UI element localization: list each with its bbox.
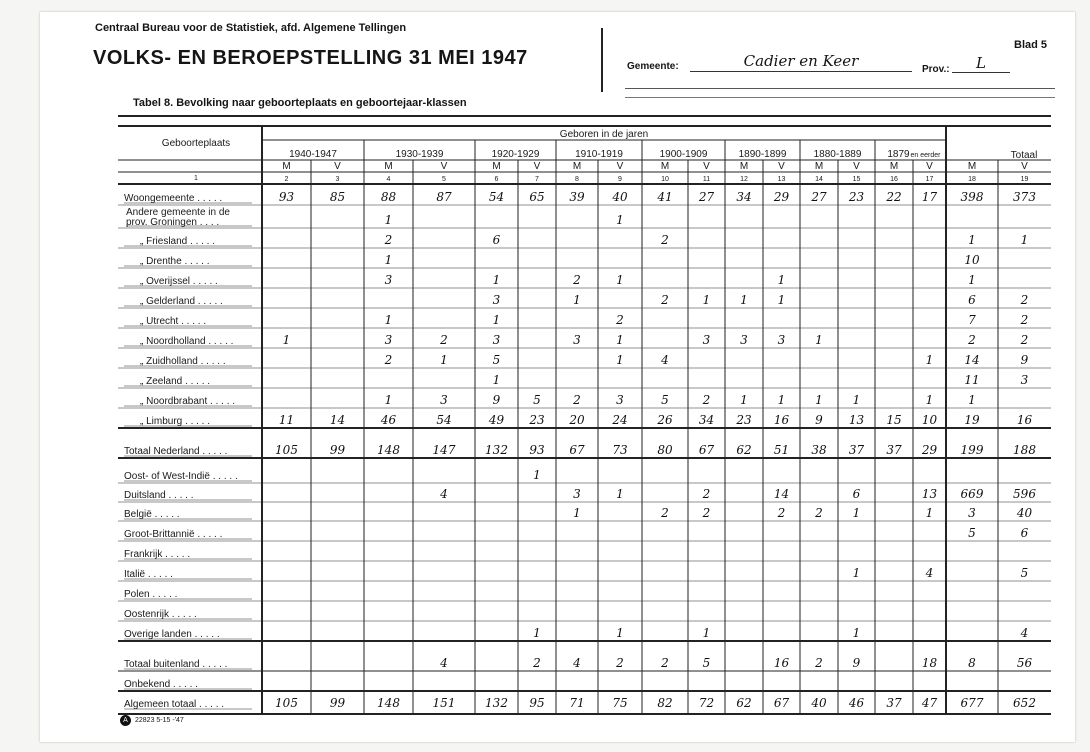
row-label: Andere gemeente in de: [126, 207, 230, 218]
sex-label: M: [889, 161, 899, 172]
table-cell: 2: [815, 656, 823, 670]
total-header: Totaal: [1010, 150, 1038, 161]
row-label: „ Noordbrabant . . . . .: [140, 396, 236, 407]
table-cell: 67: [698, 443, 715, 457]
table-cell: 2: [616, 656, 624, 670]
table-cell: 148: [377, 443, 400, 457]
table-cell: 652: [1013, 696, 1036, 710]
year-group-label: 1940-1947: [289, 149, 337, 160]
table-cell: 6: [1020, 526, 1029, 540]
sex-label: M: [492, 161, 501, 172]
born-years-header: Geboren in de jaren: [559, 129, 649, 140]
table-cell: 2: [661, 506, 669, 520]
table-cell: 5: [968, 526, 976, 540]
table-cell: 41: [657, 190, 673, 204]
year-group-label: 1879: [887, 149, 910, 160]
table-cell: 4: [440, 656, 448, 670]
table-cell: 2: [968, 333, 976, 347]
column-number: 6: [494, 176, 499, 183]
row-label: „ Noordholland . . . . .: [140, 336, 234, 347]
table-cell: 2: [384, 233, 393, 247]
table-cell: 148: [377, 696, 400, 710]
row-label: „ Zeeland . . . . .: [140, 376, 211, 387]
table-cell: 3: [740, 333, 748, 347]
table-cell: 2: [573, 273, 581, 287]
table-cell: 3: [384, 273, 393, 287]
table-cell: 54: [488, 190, 505, 204]
table-cell: 151: [432, 696, 456, 710]
column-number: 2: [284, 176, 289, 183]
table-cell: 1: [815, 333, 823, 347]
table-cell: 20: [569, 413, 585, 427]
table-cell: 4: [440, 487, 448, 501]
table-cell: 14: [773, 487, 790, 501]
table-cell: 40: [1016, 506, 1033, 520]
table-cell: 18: [921, 656, 938, 670]
table-cell: 40: [612, 190, 628, 204]
table-cell: 46: [380, 413, 397, 427]
table-cell: 2: [384, 353, 393, 367]
table-cell: 9: [1020, 353, 1029, 367]
table-cell: 5: [492, 353, 501, 367]
column-number: 9: [618, 176, 622, 183]
table-cell: 2: [616, 313, 624, 327]
table-cell: 87: [436, 190, 452, 204]
table-cell: 62: [736, 696, 752, 710]
table-cell: 37: [848, 443, 865, 457]
table-cell: 1: [740, 393, 748, 407]
table-cell: 1: [852, 566, 861, 580]
bureau-title: Centraal Bureau voor de Statistiek, afd. Algemene Tellingen: [95, 22, 407, 34]
table-cell: 2: [661, 656, 669, 670]
form-title: VOLKS- EN BEROEPSTELLING 31 MEI 1947: [93, 47, 528, 69]
table-cell: 67: [773, 696, 790, 710]
table-cell: 1: [702, 293, 711, 307]
table-cell: 1: [740, 293, 748, 307]
table-cell: 6: [852, 487, 861, 501]
table-cell: 2: [1020, 293, 1029, 307]
column-number: 16: [890, 176, 898, 183]
table-cell: 47: [921, 696, 938, 710]
table-cell: 49: [488, 413, 505, 427]
gemeente-field[interactable]: Cadier en Keer: [690, 52, 912, 72]
table-cell: 1: [616, 273, 624, 287]
table-cell: 1: [1020, 233, 1029, 247]
table-cell: 26: [657, 413, 673, 427]
table-cell: 147: [432, 443, 456, 457]
table-cell: 1: [777, 293, 786, 307]
table-cell: 373: [1013, 190, 1036, 204]
sex-label: V: [703, 161, 710, 172]
table-cell: 669: [960, 487, 984, 501]
table-cell: 14: [329, 413, 346, 427]
table-cell: 15: [886, 413, 902, 427]
table-cell: 4: [1020, 626, 1029, 640]
table-cell: 23: [848, 190, 865, 204]
table-cell: 6: [492, 233, 501, 247]
row-label: Oost- of West-Indië . . . . .: [124, 471, 238, 482]
table-cell: 99: [329, 443, 346, 457]
table-cell: 596: [1013, 487, 1036, 501]
page-number: Blad 5: [1014, 39, 1048, 51]
table-cell: 1: [852, 506, 861, 520]
sex-label: V: [853, 161, 860, 172]
table-cell: 39: [569, 190, 585, 204]
table-cell: 56: [1016, 656, 1033, 670]
row-label: „ Drenthe . . . . .: [140, 256, 210, 267]
table-cell: 93: [529, 443, 545, 457]
table-cell: 51: [773, 443, 790, 457]
column-number: 15: [852, 176, 861, 183]
table-cell: 5: [533, 393, 541, 407]
row-label: „ Friesland . . . . .: [140, 236, 216, 247]
print-code: [120, 715, 184, 726]
table-cell: 3: [440, 393, 448, 407]
row-label: Polen . . . . .: [124, 589, 178, 600]
table-cell: 105: [275, 696, 298, 710]
row-label: „ Limburg . . . . .: [140, 416, 211, 427]
year-group-suffix: en eerder: [910, 152, 941, 159]
year-group-label: 1900-1909: [659, 149, 708, 160]
table-cell: 1: [440, 353, 448, 367]
province-label: Prov.:: [922, 64, 950, 75]
sex-label: V: [926, 161, 933, 172]
sex-label: M: [739, 161, 749, 172]
sex-label: M: [384, 161, 393, 172]
table-cell: 14: [964, 353, 980, 367]
column-label-geboorteplaats: Geboorteplaats: [161, 138, 231, 149]
column-number: 19: [1020, 176, 1029, 183]
table-cell: 27: [698, 190, 715, 204]
column-number: 17: [925, 176, 934, 183]
row-label: Oostenrijk . . . . .: [124, 609, 197, 620]
table-cell: 1: [384, 213, 393, 227]
table-cell: 17: [921, 190, 938, 204]
table-cell: 34: [698, 413, 715, 427]
table-cell: 1: [968, 393, 976, 407]
column-number: 4: [386, 176, 391, 183]
table-cell: 40: [811, 696, 827, 710]
table-cell: 75: [612, 696, 628, 710]
row-label: Overige landen . . . . .: [124, 629, 220, 640]
table-cell: 132: [485, 443, 508, 457]
table-cell: 67: [569, 443, 585, 457]
year-group-label: 1880-1889: [813, 149, 862, 160]
table-cell: 5: [661, 393, 669, 407]
table-cell: 1: [616, 333, 624, 347]
table-cell: 29: [921, 443, 938, 457]
sex-label: V: [533, 161, 541, 172]
table-cell: 13: [848, 413, 865, 427]
table-cell: 3: [1020, 373, 1029, 387]
table-cell: 2: [702, 393, 711, 407]
table-cell: 1: [616, 626, 624, 640]
table-cell: 3: [573, 487, 581, 501]
column-number: 11: [702, 176, 711, 183]
table-cell: 16: [773, 413, 790, 427]
year-group-label: 1910-1919: [575, 149, 623, 160]
table-cell: 80: [657, 443, 673, 457]
table-cell: 2: [661, 293, 669, 307]
row-label: prov. Groningen . . . .: [126, 217, 220, 228]
table-title: Tabel 8. Bevolking naar geboorteplaats en geboortejaar-klassen: [133, 97, 467, 109]
table-cell: 85: [329, 190, 346, 204]
table-cell: 1: [282, 333, 291, 347]
column-number: 3: [335, 176, 340, 183]
sex-label: V: [778, 161, 785, 172]
row-label: „ Zuidholland . . . . .: [140, 356, 226, 367]
row-label: Groot-Brittannië . . . . .: [124, 529, 223, 540]
table-cell: 3: [573, 333, 581, 347]
table-cell: 2: [777, 506, 786, 520]
column-number: 10: [661, 176, 669, 183]
sex-label: M: [967, 161, 977, 172]
table-cell: 3: [777, 333, 786, 347]
table-cell: 37: [886, 443, 902, 457]
table-cell: 29: [773, 190, 790, 204]
table-cell: 3: [968, 506, 976, 520]
sex-label: V: [440, 161, 448, 172]
table-cell: 1: [492, 313, 501, 327]
table-cell: 37: [886, 696, 902, 710]
table-cell: 1: [968, 233, 976, 247]
column-number: 14: [815, 176, 823, 183]
table-cell: 82: [657, 696, 673, 710]
column-number: 13: [777, 176, 786, 183]
table-cell: 1: [815, 393, 823, 407]
table-cell: 398: [960, 190, 984, 204]
sex-label: V: [616, 161, 624, 172]
table-cell: 1: [492, 273, 501, 287]
table-cell: 27: [811, 190, 827, 204]
table-cell: 2: [1020, 313, 1029, 327]
table-cell: 13: [921, 487, 938, 501]
row-label: Totaal buitenland . . . . .: [124, 659, 228, 670]
table-cell: 10: [964, 253, 980, 267]
table-cell: 9: [852, 656, 861, 670]
province-field[interactable]: L: [952, 54, 1010, 73]
print-code-text: 22823 5-15 -'47: [135, 717, 184, 724]
table-cell: 23: [736, 413, 752, 427]
gemeente-label: Gemeente:: [627, 61, 679, 72]
table-cell: 3: [492, 333, 501, 347]
table-cell: 8: [968, 656, 976, 670]
table-cell: 105: [275, 443, 298, 457]
table-cell: 1: [852, 626, 861, 640]
table-cell: 1: [533, 626, 541, 640]
table-cell: 199: [960, 443, 984, 457]
sex-label: M: [282, 161, 291, 172]
table-cell: 72: [698, 696, 715, 710]
row-label: „ Gelderland . . . . .: [140, 296, 223, 307]
row-label: „ Overijssel . . . . .: [140, 276, 218, 287]
row-label: Onbekend . . . . .: [124, 679, 198, 690]
table-cell: 19: [964, 413, 980, 427]
sex-label: M: [660, 161, 670, 172]
table-cell: 46: [848, 696, 865, 710]
table-cell: 22: [886, 190, 902, 204]
column-number: 12: [740, 176, 748, 183]
sex-label: M: [814, 161, 824, 172]
table-cell: 677: [960, 696, 984, 710]
column-number: 8: [575, 176, 579, 183]
table-cell: 1: [925, 506, 934, 520]
table-cell: 9: [492, 393, 501, 407]
table-cell: 1: [573, 506, 581, 520]
column-number: 5: [442, 176, 446, 183]
table-cell: 1: [384, 313, 393, 327]
table-cell: 1: [384, 393, 393, 407]
sex-label: V: [1021, 161, 1028, 172]
table-cell: 2: [1020, 333, 1029, 347]
table-cell: 2: [702, 487, 711, 501]
table-cell: 16: [773, 656, 790, 670]
table-cell: 99: [329, 696, 346, 710]
table-cell: 54: [436, 413, 452, 427]
table-cell: 132: [485, 696, 508, 710]
table-cell: 2: [440, 333, 448, 347]
table-cell: 9: [815, 413, 823, 427]
table-cell: 73: [612, 443, 628, 457]
row-label: Totaal Nederland . . . . .: [124, 446, 228, 457]
table-cell: 38: [811, 443, 827, 457]
row-label: Woongemeente . . . . .: [124, 193, 223, 204]
table-cell: 1: [616, 353, 624, 367]
table-cell: 1: [702, 626, 711, 640]
row-label: Algemeen totaal . . . . .: [124, 699, 225, 710]
row-label: „ Utrecht . . . . .: [140, 316, 207, 327]
column-number: 18: [968, 176, 976, 183]
table-cell: 2: [661, 233, 669, 247]
table-cell: 71: [569, 696, 585, 710]
row-label: België . . . . .: [124, 509, 180, 520]
year-group-label: 1890-1899: [738, 149, 787, 160]
table-cell: 95: [529, 696, 545, 710]
table-cell: 1: [777, 393, 786, 407]
year-group-label: 1930-1939: [395, 149, 444, 160]
table-cell: 3: [616, 393, 624, 407]
table-cell: 62: [736, 443, 752, 457]
table-cell: 6: [968, 293, 976, 307]
table-cell: 7: [968, 313, 976, 327]
table-cell: 11: [964, 373, 980, 387]
table-cell: 1: [533, 468, 541, 482]
table-cell: 3: [384, 333, 393, 347]
sex-label: M: [572, 161, 582, 172]
table-cell: 1: [573, 293, 581, 307]
column-number: 7: [535, 176, 539, 183]
table-cell: 4: [573, 656, 581, 670]
table-cell: 4: [925, 566, 934, 580]
printer-logo-icon: A: [120, 715, 131, 726]
table-cell: 24: [612, 413, 628, 427]
table-cell: 10: [921, 413, 938, 427]
table-cell: 1: [925, 393, 934, 407]
row-label: Frankrijk . . . . .: [124, 549, 191, 560]
table-cell: 2: [573, 393, 581, 407]
table-cell: 23: [529, 413, 545, 427]
table-cell: 4: [661, 353, 669, 367]
table-cell: 188: [1013, 443, 1036, 457]
table-cell: 11: [278, 413, 295, 427]
table-cell: 2: [815, 506, 823, 520]
table-cell: 1: [925, 353, 934, 367]
table-cell: 65: [529, 190, 545, 204]
table-cell: 5: [702, 656, 711, 670]
table-cell: 3: [492, 293, 501, 307]
table-cell: 1: [492, 373, 501, 387]
table-cell: 1: [616, 213, 624, 227]
table-cell: 1: [384, 253, 393, 267]
table-cell: 1: [968, 273, 976, 287]
table-cell: 16: [1016, 413, 1033, 427]
column-number: 1: [194, 175, 198, 182]
table-cell: 2: [702, 506, 711, 520]
table-cell: 3: [702, 333, 711, 347]
sex-label: V: [334, 161, 341, 172]
table-cell: 1: [777, 273, 786, 287]
table-cell: 2: [533, 656, 541, 670]
year-group-label: 1920-1929: [491, 149, 540, 160]
table-cell: 88: [380, 190, 397, 204]
table-cell: 34: [736, 190, 752, 204]
table-cell: 93: [278, 190, 295, 204]
row-label: Italië . . . . .: [124, 569, 173, 580]
table-cell: 1: [616, 487, 624, 501]
row-label: Duitsland . . . . .: [124, 490, 194, 501]
table-cell: 1: [852, 393, 861, 407]
table-cell: 5: [1020, 566, 1029, 580]
